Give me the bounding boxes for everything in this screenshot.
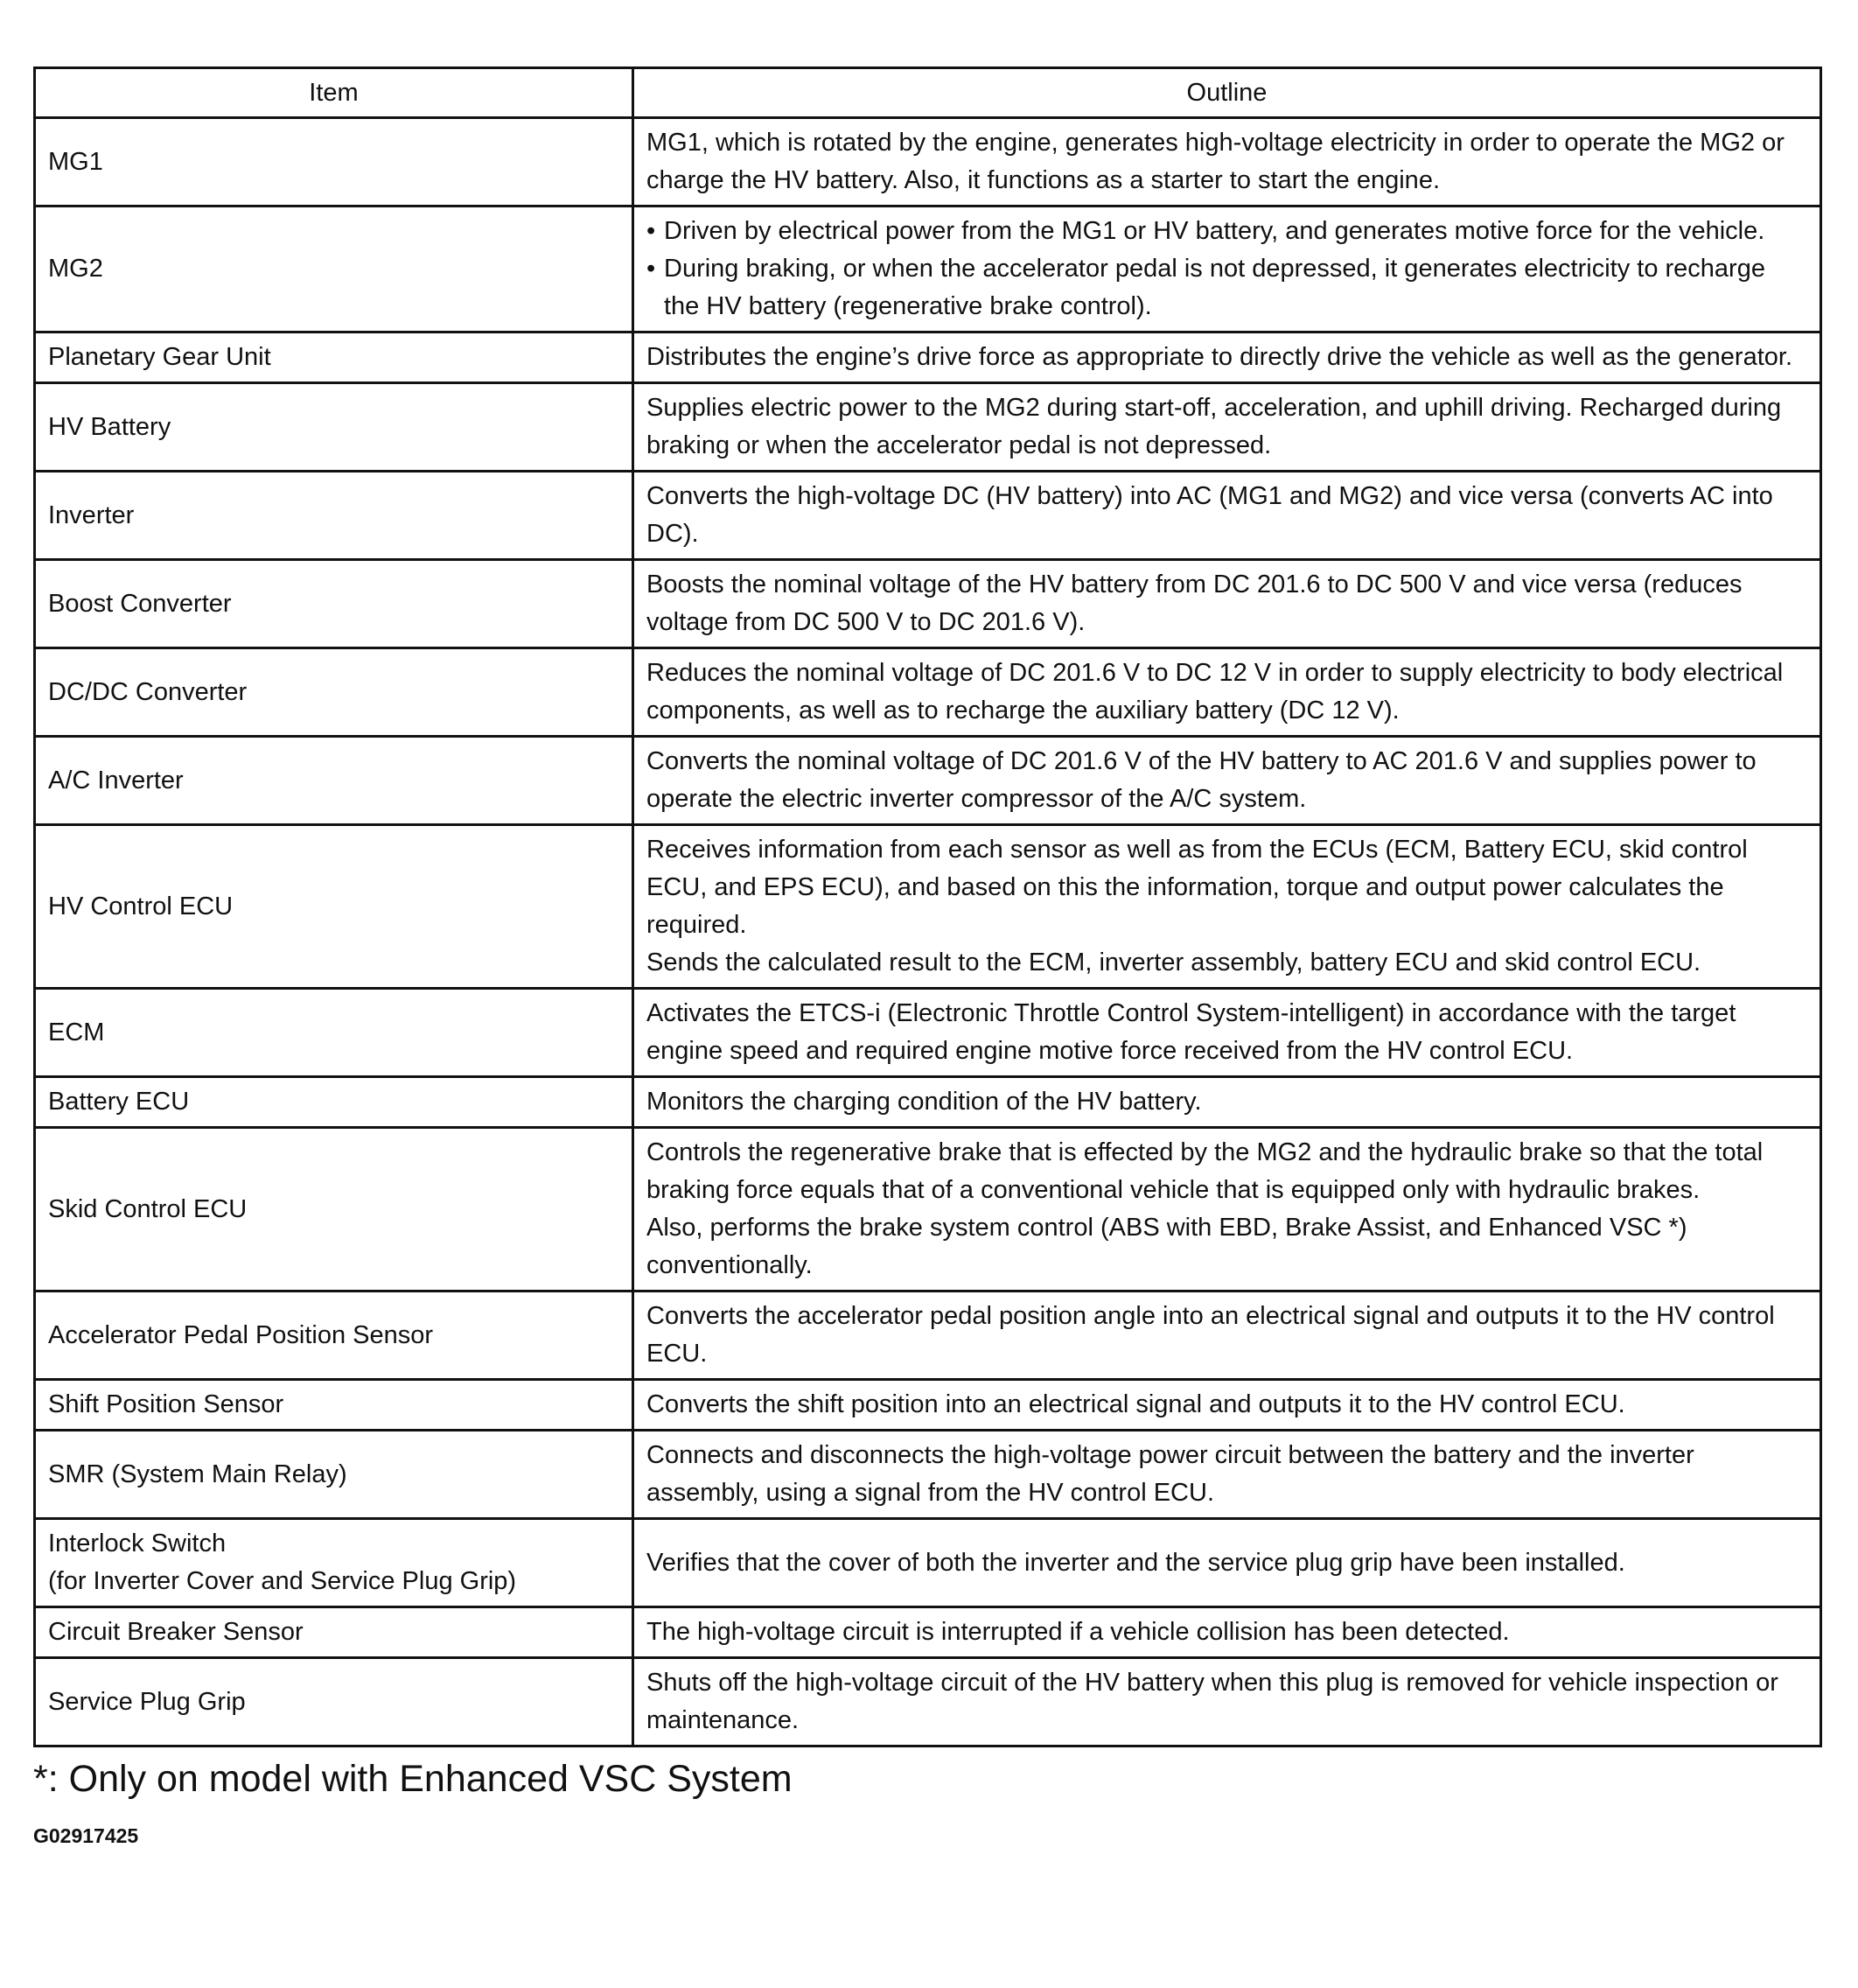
item-column-header: Item — [35, 68, 633, 118]
outline-text: Converts the nominal voltage of DC 201.6 V of the HV battery to AC 201.6 V and supplies power to operate the electric inverter compressor of the A/C system. — [646, 747, 1757, 813]
item-text: A/C Inverter — [48, 766, 184, 794]
document-page — [33, 66, 1820, 1848]
item-cell — [35, 118, 633, 206]
outline-text: MG1, which is rotated by the engine, generates high-voltage electricity in order to operate the MG2 or charge the HV battery. Also, it functions as a starter to start the engine. — [646, 129, 1785, 194]
table-row — [35, 560, 1821, 648]
bullet-text: During braking, or when the accelerator pedal is not depressed, it generates electricity to recharge the HV battery (regenerative brake control). — [664, 255, 1765, 320]
table-row — [35, 383, 1821, 472]
item-text: MG2 — [48, 255, 103, 283]
table-row — [35, 118, 1821, 206]
bullet-icon: • — [646, 217, 656, 245]
item-text: Boost Converter — [48, 589, 232, 618]
table-row — [35, 989, 1821, 1077]
table-row — [35, 206, 1821, 332]
item-cell — [35, 1077, 633, 1128]
item-cell — [35, 1658, 633, 1746]
outline-text: Receives information from each sensor as well as from the ECUs (ECM, Battery ECU, skid control ECU, and EPS ECU), and based on this the information, torque and output power calculates the required. — [646, 836, 1748, 939]
item-cell — [35, 989, 633, 1077]
outline-cell — [633, 1380, 1821, 1431]
item-text: Accelerator Pedal Position Sensor — [48, 1320, 434, 1349]
item-cell — [35, 1607, 633, 1658]
item-text: Battery ECU — [48, 1088, 190, 1116]
outline-cell — [633, 648, 1821, 737]
item-text: Interlock Switch — [48, 1530, 227, 1558]
component-table — [33, 66, 1822, 1747]
item-cell — [35, 1292, 633, 1380]
outline-cell — [633, 989, 1821, 1077]
outline-cell — [633, 332, 1821, 383]
outline-cell — [633, 1292, 1821, 1380]
table-header-row — [35, 68, 1821, 118]
outline-text: Monitors the charging condition of the HV battery. — [646, 1088, 1202, 1116]
item-text: ECM — [48, 1018, 105, 1046]
table-row — [35, 1292, 1821, 1380]
outline-text: Sends the calculated result to the ECM, inverter assembly, battery ECU and skid control ECU. — [646, 948, 1701, 976]
item-text: Skid Control ECU — [48, 1194, 248, 1223]
item-text: Planetary Gear Unit — [48, 343, 271, 371]
outline-cell — [633, 825, 1821, 989]
item-cell — [35, 1519, 633, 1607]
outline-cell — [633, 1128, 1821, 1292]
footnote: *: Only on model with Enhanced VSC System — [33, 1758, 793, 1800]
outline-cell — [633, 472, 1821, 560]
item-cell — [35, 648, 633, 737]
outline-cell — [633, 560, 1821, 648]
outline-text: Supplies electric power to the MG2 during start-off, acceleration, and uphill driving. Recharged during braking or when the accelerator pedal is not depressed. — [646, 394, 1782, 459]
table-row — [35, 472, 1821, 560]
item-cell — [35, 472, 633, 560]
table-row — [35, 1431, 1821, 1519]
table-row — [35, 1077, 1821, 1128]
outline-text: Boosts the nominal voltage of the HV battery from DC 201.6 to DC 500 V and vice versa (reduces voltage from DC 500 V to DC 201.6 V). — [646, 570, 1743, 636]
item-text: (for Inverter Cover and Service Plug Grip) — [48, 1567, 517, 1595]
bullet-item — [646, 213, 1807, 250]
table-row — [35, 332, 1821, 383]
outline-text: Also, performs the brake system control (ABS with EBD, Brake Assist, and Enhanced VSC *) conventionally. — [646, 1214, 1687, 1279]
bullet-icon: • — [646, 255, 656, 283]
item-text: HV Battery — [48, 412, 171, 441]
outline-cell — [633, 1431, 1821, 1519]
outline-column-header: Outline — [633, 68, 1821, 118]
outline-cell — [633, 206, 1821, 332]
outline-text: Converts the accelerator pedal position angle into an electrical signal and outputs it to the HV control ECU. — [646, 1302, 1775, 1368]
item-text: Shift Position Sensor — [48, 1390, 284, 1418]
outline-cell — [633, 737, 1821, 825]
item-text: HV Control ECU — [48, 892, 234, 920]
outline-cell — [633, 1519, 1821, 1607]
item-text: Service Plug Grip — [48, 1687, 246, 1716]
table-row — [35, 1658, 1821, 1746]
outline-text: Verifies that the cover of both the inverter and the service plug grip have been installed. — [646, 1548, 1625, 1577]
outline-text: Shuts off the high-voltage circuit of the HV battery when this plug is removed for vehicle inspection or maintenance. — [646, 1669, 1778, 1734]
item-cell — [35, 737, 633, 825]
outline-text: The high-voltage circuit is interrupted if a vehicle collision has been detected. — [646, 1618, 1510, 1646]
item-cell — [35, 560, 633, 648]
item-text: Inverter — [48, 500, 135, 529]
table-row — [35, 737, 1821, 825]
bullet-text: Driven by electrical power from the MG1 or HV battery, and generates motive force for the vehicle. — [664, 217, 1765, 245]
outline-cell — [633, 1658, 1821, 1746]
item-text: MG1 — [48, 147, 103, 176]
bullet-item — [646, 250, 1807, 326]
table-row — [35, 648, 1821, 737]
item-cell — [35, 825, 633, 989]
item-text: DC/DC Converter — [48, 677, 248, 706]
item-text: SMR (System Main Relay) — [48, 1460, 347, 1488]
outline-text: Connects and disconnects the high-voltage power circuit between the battery and the inverter assembly, using a signal from the HV control ECU. — [646, 1441, 1694, 1507]
item-cell — [35, 383, 633, 472]
outline-text: Converts the shift position into an electrical signal and outputs it to the HV control ECU. — [646, 1390, 1625, 1418]
outline-cell — [633, 1607, 1821, 1658]
table-row — [35, 825, 1821, 989]
item-cell — [35, 1431, 633, 1519]
item-cell — [35, 1380, 633, 1431]
item-cell — [35, 1128, 633, 1292]
figure-id: G02917425 — [33, 1824, 139, 1847]
outline-text: Distributes the engine’s drive force as appropriate to directly drive the vehicle as well as the generator. — [646, 343, 1792, 371]
table-body — [35, 118, 1821, 1746]
outline-text: Controls the regenerative brake that is effected by the MG2 and the hydraulic brake so that the total braking force equals that of a conventional vehicle that is equipped only with hydraulic brakes. — [646, 1138, 1764, 1204]
outline-cell — [633, 118, 1821, 206]
outline-cell — [633, 1077, 1821, 1128]
outline-text: Reduces the nominal voltage of DC 201.6 V to DC 12 V in order to supply electricity to body electrical components, as well as to recharge the auxiliary battery (DC 12 V). — [646, 659, 1784, 724]
outline-text: Activates the ETCS-i (Electronic Throttle Control System-intelligent) in accordance with the target engine speed and required engine motive force received from the HV control ECU. — [646, 999, 1736, 1065]
outline-text: Converts the high-voltage DC (HV battery) into AC (MG1 and MG2) and vice versa (converts AC into DC). — [646, 482, 1773, 548]
item-cell — [35, 206, 633, 332]
outline-cell — [633, 383, 1821, 472]
table-row — [35, 1607, 1821, 1658]
table-row — [35, 1519, 1821, 1607]
table-row — [35, 1128, 1821, 1292]
item-cell — [35, 332, 633, 383]
item-text: Circuit Breaker Sensor — [48, 1618, 304, 1646]
table-row — [35, 1380, 1821, 1431]
